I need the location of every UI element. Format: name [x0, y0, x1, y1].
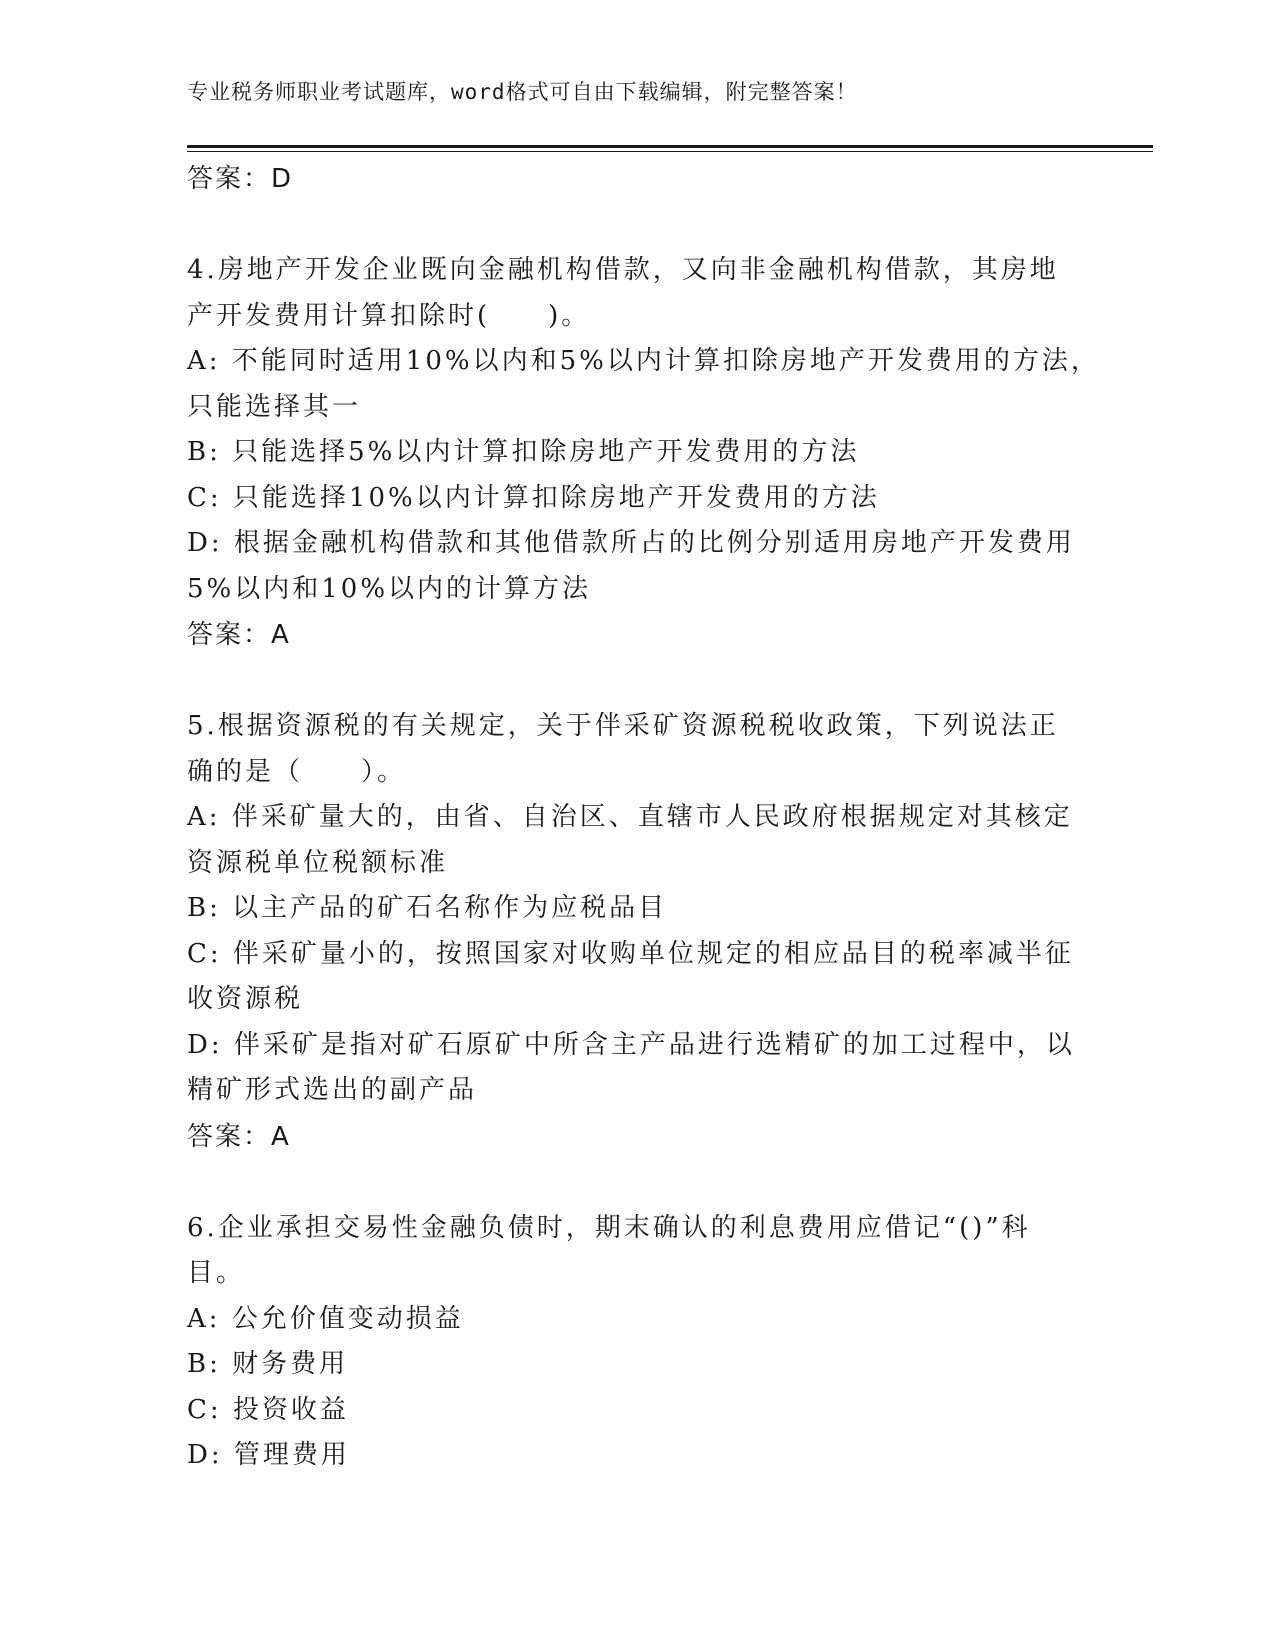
option-line: D: 根据金融机构借款和其他借款所占的比例分别适用房地产开发费用: [187, 528, 1075, 558]
question-stem: 产开发费用计算扣除时( )。: [187, 300, 591, 331]
option-line: D: 管理费用: [187, 1440, 350, 1470]
question-stem: 确的是（ ）。: [187, 756, 407, 787]
option-line: A: 公允价值变动损益: [187, 1303, 464, 1334]
option-line: B: 财务费用: [187, 1349, 349, 1379]
header-rule-thin: [187, 151, 1153, 152]
option-line: A: 不能同时适用10%以内和5%以内计算扣除房地产开发费用的方法，: [187, 346, 1100, 376]
question-stem: 目。: [187, 1258, 246, 1288]
option-line: D: 伴采矿是指对矿石原矿中所含主产品进行选精矿的加工过程中，以: [187, 1029, 1075, 1060]
option-line: A: 伴采矿量大的，由省、自治区、直辖市人民政府根据规定对其核定: [187, 802, 1073, 832]
option-line: 资源税单位税额标准: [187, 847, 449, 878]
option-line: C: 只能选择10%以内计算扣除房地产开发费用的方法: [187, 482, 880, 513]
answer-5: 答案：A: [187, 1121, 291, 1152]
option-line: C: 投资收益: [187, 1394, 349, 1425]
spacer: [187, 658, 1087, 704]
header-rule-thick: [187, 145, 1153, 148]
question-6: [187, 1206, 1087, 1479]
option-line: 5%以内和10%以内的计算方法: [187, 573, 592, 604]
option-line: 收资源税: [187, 984, 304, 1014]
question-stem: 5.根据资源税的有关规定，关于伴采矿资源税税收政策，下列说法正: [187, 711, 1059, 741]
answer-4: 答案：A: [187, 620, 291, 650]
option-line: C: 伴采矿量小的，按照国家对收购单位规定的相应品目的税率减半征: [187, 938, 1074, 969]
answer-prev: 答案：D: [187, 164, 294, 194]
option-line: B: 以主产品的矿石名称作为应税品目: [187, 893, 668, 923]
option-line: 只能选择其一: [187, 391, 362, 422]
page-header: 专业税务师职业考试题库，word格式可自由下载编辑，附完整答案！: [187, 80, 858, 104]
question-5: [187, 704, 1087, 1160]
option-line: B: 只能选择5%以内计算扣除房地产开发费用的方法: [187, 437, 860, 467]
document-body: [187, 156, 1100, 1479]
question-stem: 6.企业承担交易性金融负债时，期末确认的利息费用应借记“()”科: [187, 1212, 1031, 1243]
spacer: [187, 1160, 1087, 1206]
question-stem: 4.房地产开发企业既向金融机构借款，又向非金融机构借款，其房地: [187, 255, 1059, 285]
question-4: [187, 248, 1100, 658]
spacer: [187, 202, 1087, 248]
option-line: 精矿形式选出的副产品: [187, 1075, 478, 1105]
